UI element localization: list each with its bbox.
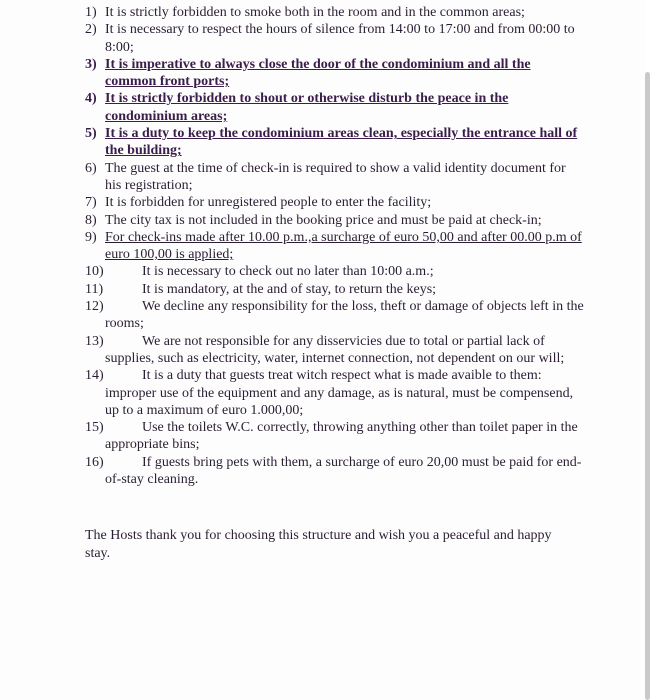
rule-item (85, 194, 585, 211)
rule-item (85, 419, 585, 454)
rule-number: 14) (85, 368, 104, 384)
rule-text: It is necessary to check out no later than 10:00 a.m.; (142, 264, 434, 280)
rule-item (85, 4, 585, 21)
rule-item (85, 90, 585, 125)
rule-text: The city tax is not included in the booking price and must be paid at check-in; (105, 212, 542, 228)
rule-text: Use the toilets W.C. correctly, throwing anything other than toilet paper in the appropriate bins; (105, 420, 578, 453)
rule-text: It is a duty that guests treat witch respect what is made avaible to them: improper use of the equipment and any damage, as is natural, must be compensend, up to a maximum of euro 1.000,00; (105, 368, 574, 418)
rule-item (85, 21, 585, 56)
rule-number: 11) (85, 281, 104, 297)
rule-text: It is strictly forbidden to smoke both in the room and in the common areas; (105, 5, 525, 20)
rule-text: It is a duty to keep the condominium areas clean, especially the entrance hall of the building; (105, 126, 578, 159)
rule-text: It is necessary to respect the hours of silence from 14:00 to 17:00 and from 00:00 to 8:00; (105, 22, 575, 55)
rule-number: 3) (85, 56, 97, 72)
rule-text: It is imperative to always close the door of the condominium and all the common front ports; (105, 56, 531, 90)
rule-number: 2) (85, 22, 97, 38)
rule-item (85, 333, 585, 368)
rule-text: It is forbidden for unregistered people to enter the facility; (105, 195, 432, 211)
rule-number: 6) (85, 160, 97, 176)
rule-item (85, 125, 585, 160)
rule-number: 12) (85, 299, 104, 315)
rule-item (85, 229, 585, 264)
rule-text: We decline any responsibility for the loss, theft or damage of objects left in the rooms; (105, 299, 584, 332)
rule-text: We are not responsible for any disservicies due to total or partial lack of supplies, such as electricity, water, internet connection, not dependent on our will; (105, 333, 565, 366)
rule-number: 16) (85, 454, 104, 470)
scrollbar[interactable] (645, 72, 650, 700)
house-rules-list (85, 4, 585, 488)
rule-item (85, 263, 585, 280)
rule-number: 7) (85, 195, 97, 211)
rule-number: 15) (85, 420, 104, 436)
rule-number: 8) (85, 212, 97, 228)
rule-number: 10) (85, 264, 104, 280)
rule-text: It is mandatory, at the and of stay, to return the keys; (142, 281, 437, 297)
rule-text: For check-ins made after 10.00 p.m.,a surcharge of euro 50,00 and after 00.00 p.m of euro 100,00 is applied; (105, 229, 582, 263)
closing-message: The Hosts thank you for choosing this structure and wish you a peaceful and happy stay. (85, 528, 552, 561)
rule-item (85, 56, 585, 91)
rule-number: 5) (85, 126, 97, 142)
rule-item (85, 454, 585, 489)
rule-number: 1) (85, 5, 97, 20)
rule-number: 4) (85, 91, 97, 107)
rule-number: 9) (85, 229, 97, 245)
rule-text: The guest at the time of check-in is required to show a valid identity document for his registration; (105, 160, 566, 193)
rule-item (85, 160, 585, 195)
rule-item (85, 367, 585, 419)
rule-item (85, 281, 585, 298)
rule-text: It is strictly forbidden to shout or otherwise disturb the peace in the condominium areas; (105, 91, 509, 124)
rule-text: If guests bring pets with them, a surcharge of euro 20,00 must be paid for end-of-stay cleaning. (105, 454, 582, 488)
rule-number: 13) (85, 333, 104, 349)
rule-item (85, 298, 585, 333)
rule-item (85, 212, 585, 229)
